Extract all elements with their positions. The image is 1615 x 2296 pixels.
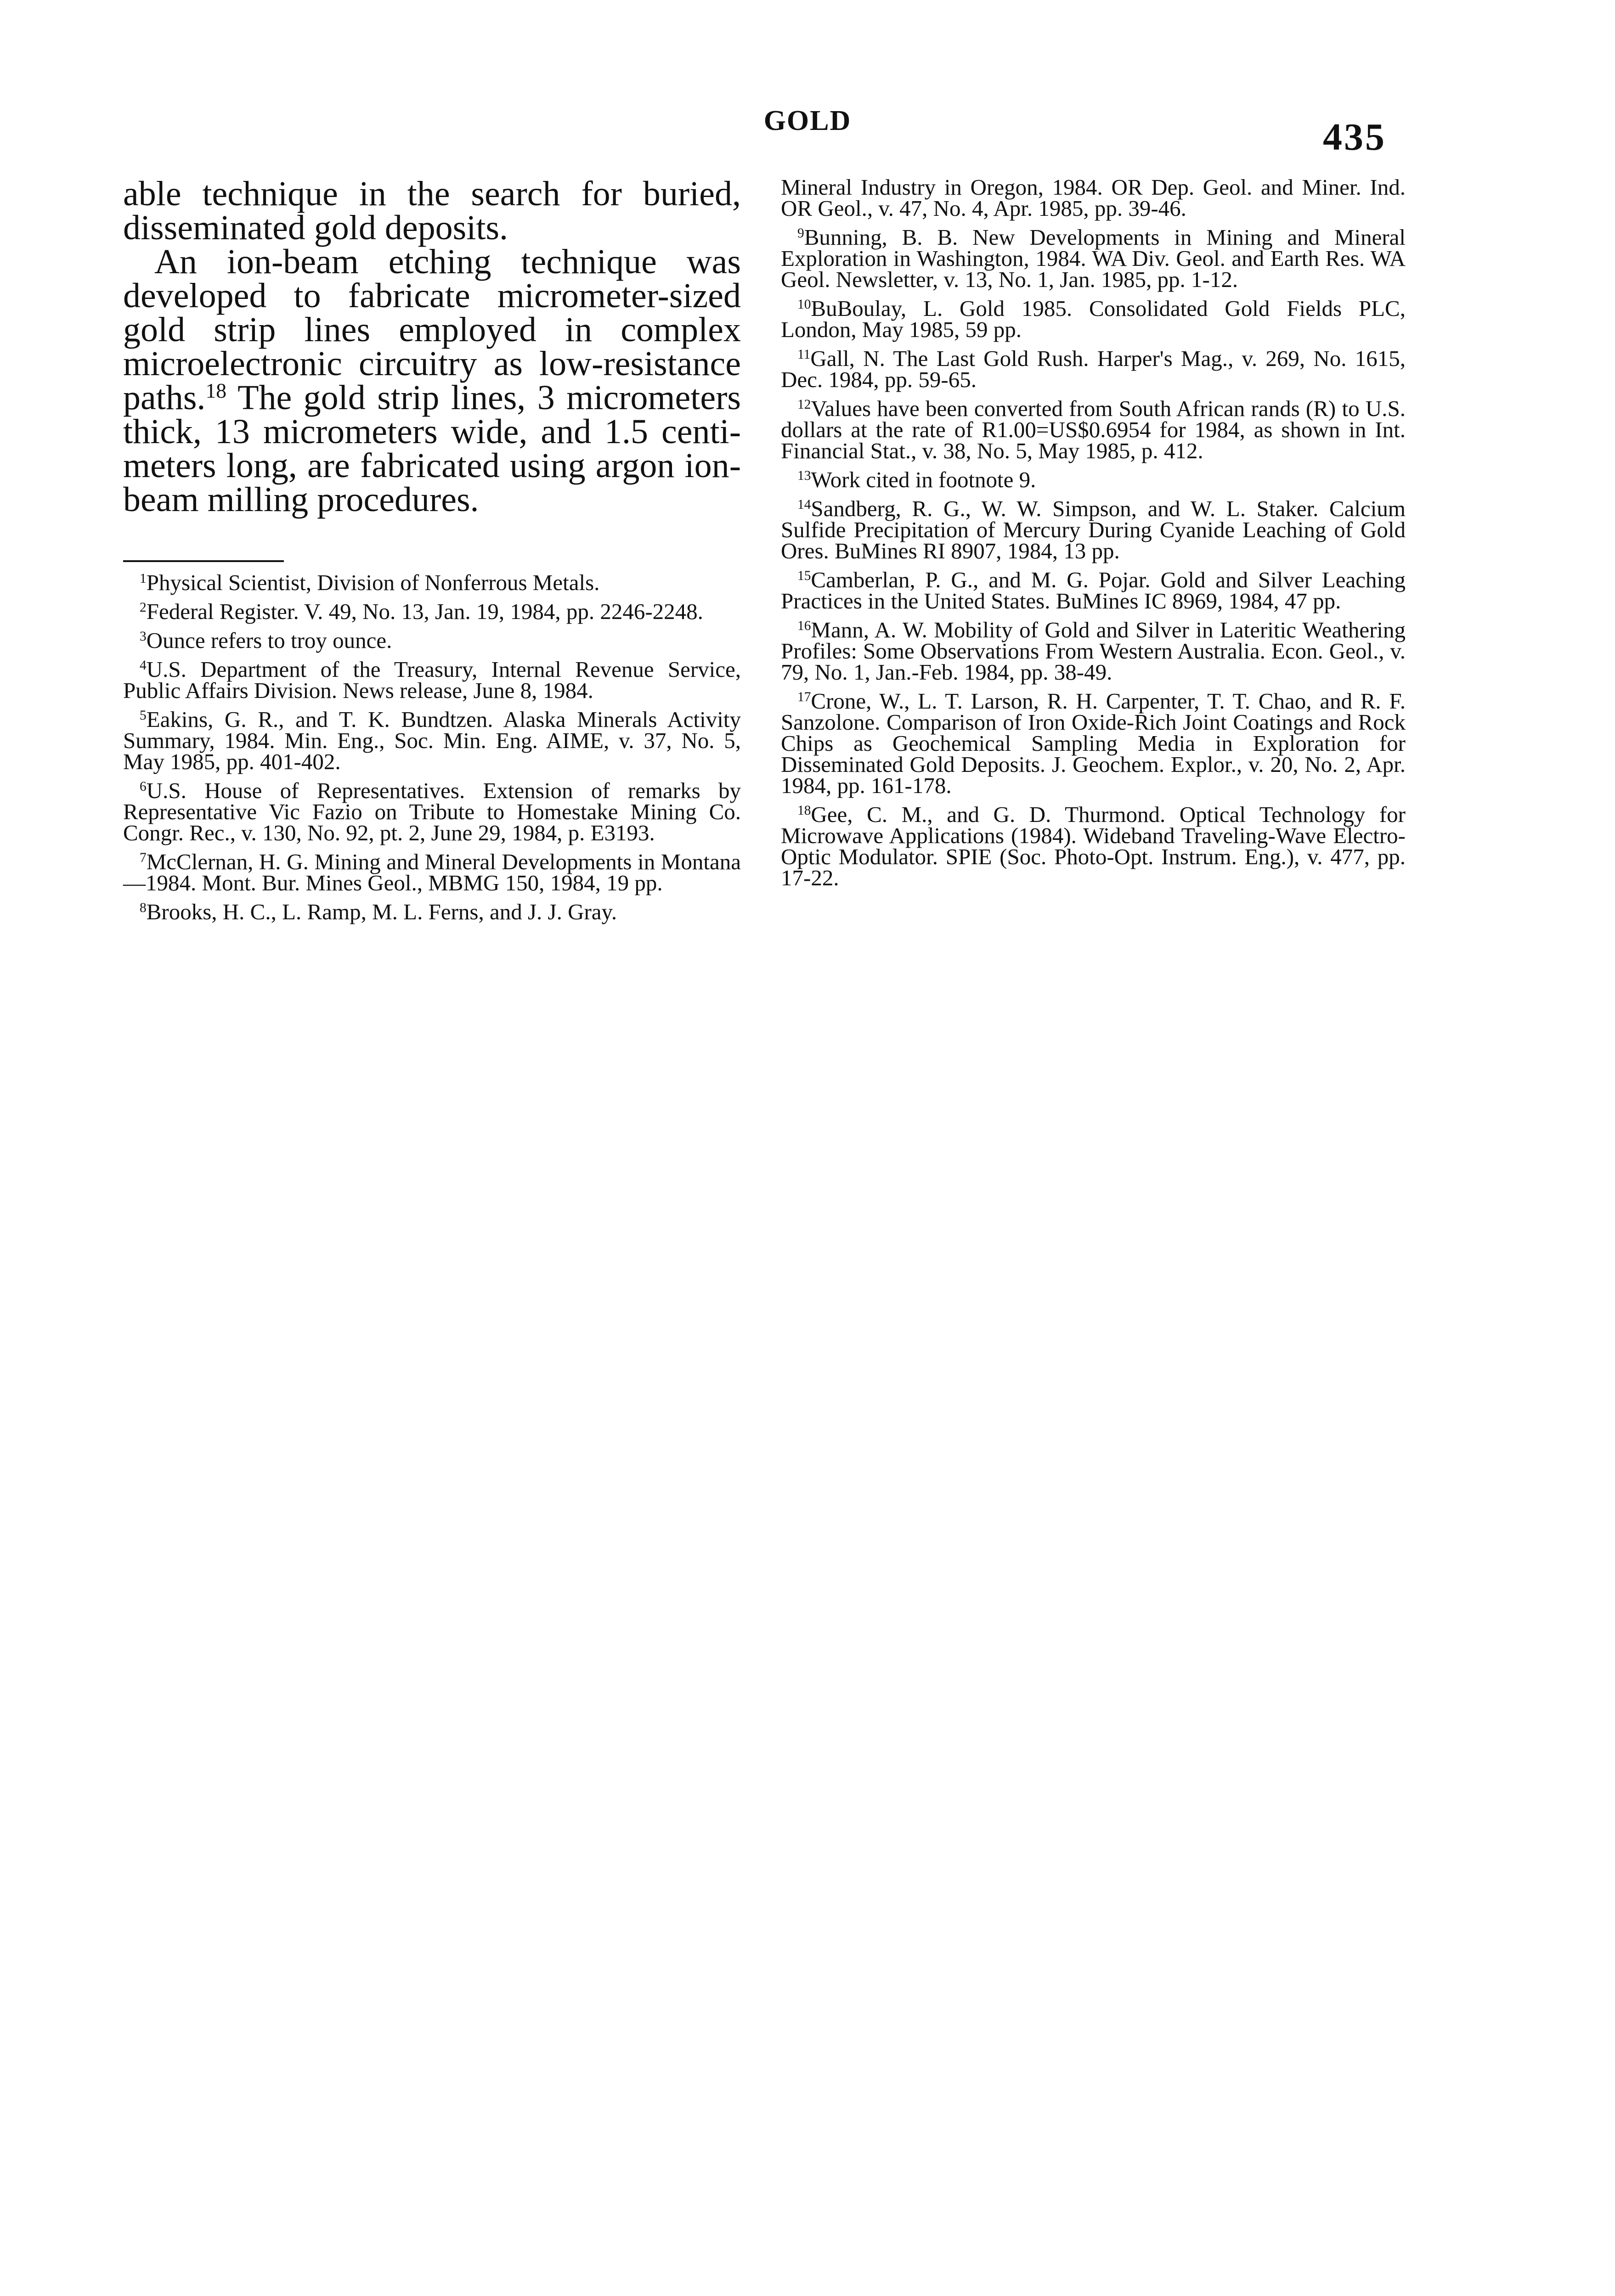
footnote-number: 8 [140, 900, 147, 915]
footnote-18 [781, 804, 1406, 889]
footnote-8 [123, 901, 741, 923]
paragraph-2-text: An ion-beam etching technique was developed to fabricate micrometer-sized gold strip lines employed in complex microelectronic circuitry as low-resistance paths. [123, 242, 741, 417]
running-head: GOLD [763, 105, 852, 136]
footnote-number: 11 [797, 347, 811, 362]
footnote-text: U.S. Department of the Treasury, Internal Revenue Service, Public Affairs Division. News release, June 8, 1984. [123, 657, 741, 703]
footnote-text: Eakins, G. R., and T. K. Bundtzen. Alaska Minerals Activity Summary, 1984. Min. Eng., Soc. Min. Eng. AIME, v. 37, No. 5, May 1985, pp. 401-402. [123, 707, 741, 774]
footnote-number: 9 [797, 225, 804, 241]
footnote-2 [123, 601, 741, 622]
footnote-1 [123, 572, 741, 593]
footnote-text: Physical Scientist, Division of Nonferrous Metals. [146, 570, 600, 595]
footnote-text: Sandberg, R. G., W. W. Simpson, and W. L. Staker. Calcium Sulfide Precipitation of Mercury During Cyanide Leaching of Gold Ores. BuMines RI 8907, 1984, 13 pp. [781, 496, 1406, 563]
footnote-number: 3 [140, 629, 147, 644]
footnote-number: 4 [140, 658, 147, 673]
footnote-text: Mann, A. W. Mobility of Gold and Silver in Lateritic Weathering Profiles: Some Observations From Western Australia. Econ. Geol., v. 79, No. 1, Jan.-Feb. 1984, pp. 38-49. [781, 617, 1406, 685]
page-number: 435 [1323, 116, 1386, 158]
footnote-number: 2 [140, 600, 147, 615]
footnote-text: Brooks, H. C., L. Ramp, M. L. Ferns, and J. J. Gray. [146, 899, 617, 924]
body-paragraph-1: able technique in the search for buried, disseminated gold deposits. [123, 174, 741, 247]
left-column [123, 174, 741, 930]
footnote-text: Camberlan, P. G., and M. G. Pojar. Gold and Silver Leaching Practices in the United States. BuMines IC 8969, 1984, 47 pp. [781, 567, 1406, 613]
footnote-8-continued [781, 174, 1406, 221]
footnote-15 [781, 569, 1406, 612]
footnote-number: 13 [797, 468, 811, 483]
footnote-17 [781, 688, 1406, 798]
footnote-rule [123, 560, 284, 562]
footnote-text: Crone, W., L. T. Larson, R. H. Carpenter, T. T. Chao, and R. F. Sanzolone. Comparison of Iron Oxide-Rich Joint Coatings and Rock Chips as Geochemical Sampling Media in Exploration for Disseminated Gold Deposits. J. Geochem. Explor., v. 20, No. 2, Apr. 1984, pp. 161-178. [781, 688, 1406, 798]
footnote-number: 15 [797, 568, 811, 583]
footnote-text: McClernan, H. G. Mining and Mineral Developments in Montana—1984. Mont. Bur. Mines Geol., MBMG 150, 1984, 19 pp. [123, 849, 741, 895]
footnote-text: Values have been converted from South African rands (R) to U.S. dollars at the rate of R1.00=US$0.6954 for 1984, as shown in Int. Financial Stat., v. 38, No. 5, May 1985, p. 412. [781, 396, 1406, 463]
footnote-text: Federal Register. V. 49, No. 13, Jan. 19, 1984, pp. 2246-2248. [146, 599, 703, 624]
footnote-3 [123, 630, 741, 651]
footnote-number: 12 [797, 397, 811, 412]
footnote-text: BuBoulay, L. Gold 1985. Consolidated Gold Fields PLC, London, May 1985, 59 pp. [781, 296, 1406, 342]
footnote-12 [781, 398, 1406, 461]
footnote-number: 14 [797, 497, 811, 512]
right-column [781, 174, 1406, 896]
footnote-9 [781, 227, 1406, 290]
footnote-number: 18 [797, 803, 811, 818]
footnote-13 [781, 469, 1406, 490]
footnote-5 [123, 709, 741, 772]
footnote-text: Work cited in footnote 9. [811, 467, 1036, 492]
footnote-number: 17 [797, 689, 811, 704]
footnote-number: 5 [140, 708, 147, 723]
footnote-text: Ounce refers to troy ounce. [146, 628, 392, 653]
footnote-text: U.S. House of Representatives. Extension of remarks by Representative Vic Fazio on Tribute to Homestake Mining Co. Congr. Rec., v. 130, No. 92, pt. 2, June 29, 1984, p. E3193. [123, 778, 741, 845]
footnote-number: 1 [140, 571, 147, 586]
footnote-number: 6 [140, 779, 147, 794]
footnote-11 [781, 348, 1406, 390]
body-paragraph-2 [123, 242, 741, 519]
footnote-text: Gall, N. The Last Gold Rush. Harper's Mag., v. 269, No. 1615, Dec. 1984, pp. 59-65. [781, 346, 1406, 392]
footnote-text: Gee, C. M., and G. D. Thurmond. Optical Technology for Microwave Applications (1984). Wideband Traveling-Wave Electro-Optic Modulator. SPIE (Soc. Photo-Opt. Instrum. Eng.), v. 477, pp. 17-22. [781, 802, 1406, 890]
footnote-number: 10 [797, 297, 811, 312]
footnote-ref-18: 18 [205, 378, 227, 402]
footnote-10 [781, 298, 1406, 340]
footnote-6 [123, 780, 741, 844]
footnote-4 [123, 659, 741, 701]
footnote-14 [781, 498, 1406, 562]
footnote-7 [123, 851, 741, 894]
footnote-16 [781, 619, 1406, 683]
footnote-number: 16 [797, 618, 811, 633]
paragraph-2-tail: The gold strip lines, 3 micrometers thick, 13 micrometers wide, and 1.5 centimeters long, are fabricated using argon ionbeam milling procedures. [123, 378, 741, 519]
footnote-text: Bunning, B. B. New Developments in Mining and Mineral Exploration in Washington, 1984. WA Div. Geol. and Earth Res. WA Geol. Newsletter, v. 13, No. 1, Jan. 1985, pp. 1-12. [781, 225, 1406, 292]
footnote-number: 7 [140, 850, 147, 865]
footnote-text: Mineral Industry in Oregon, 1984. OR Dep. Geol. and Miner. Ind. OR Geol., v. 47, No. 4, Apr. 1985, pp. 39-46. [781, 174, 1406, 221]
